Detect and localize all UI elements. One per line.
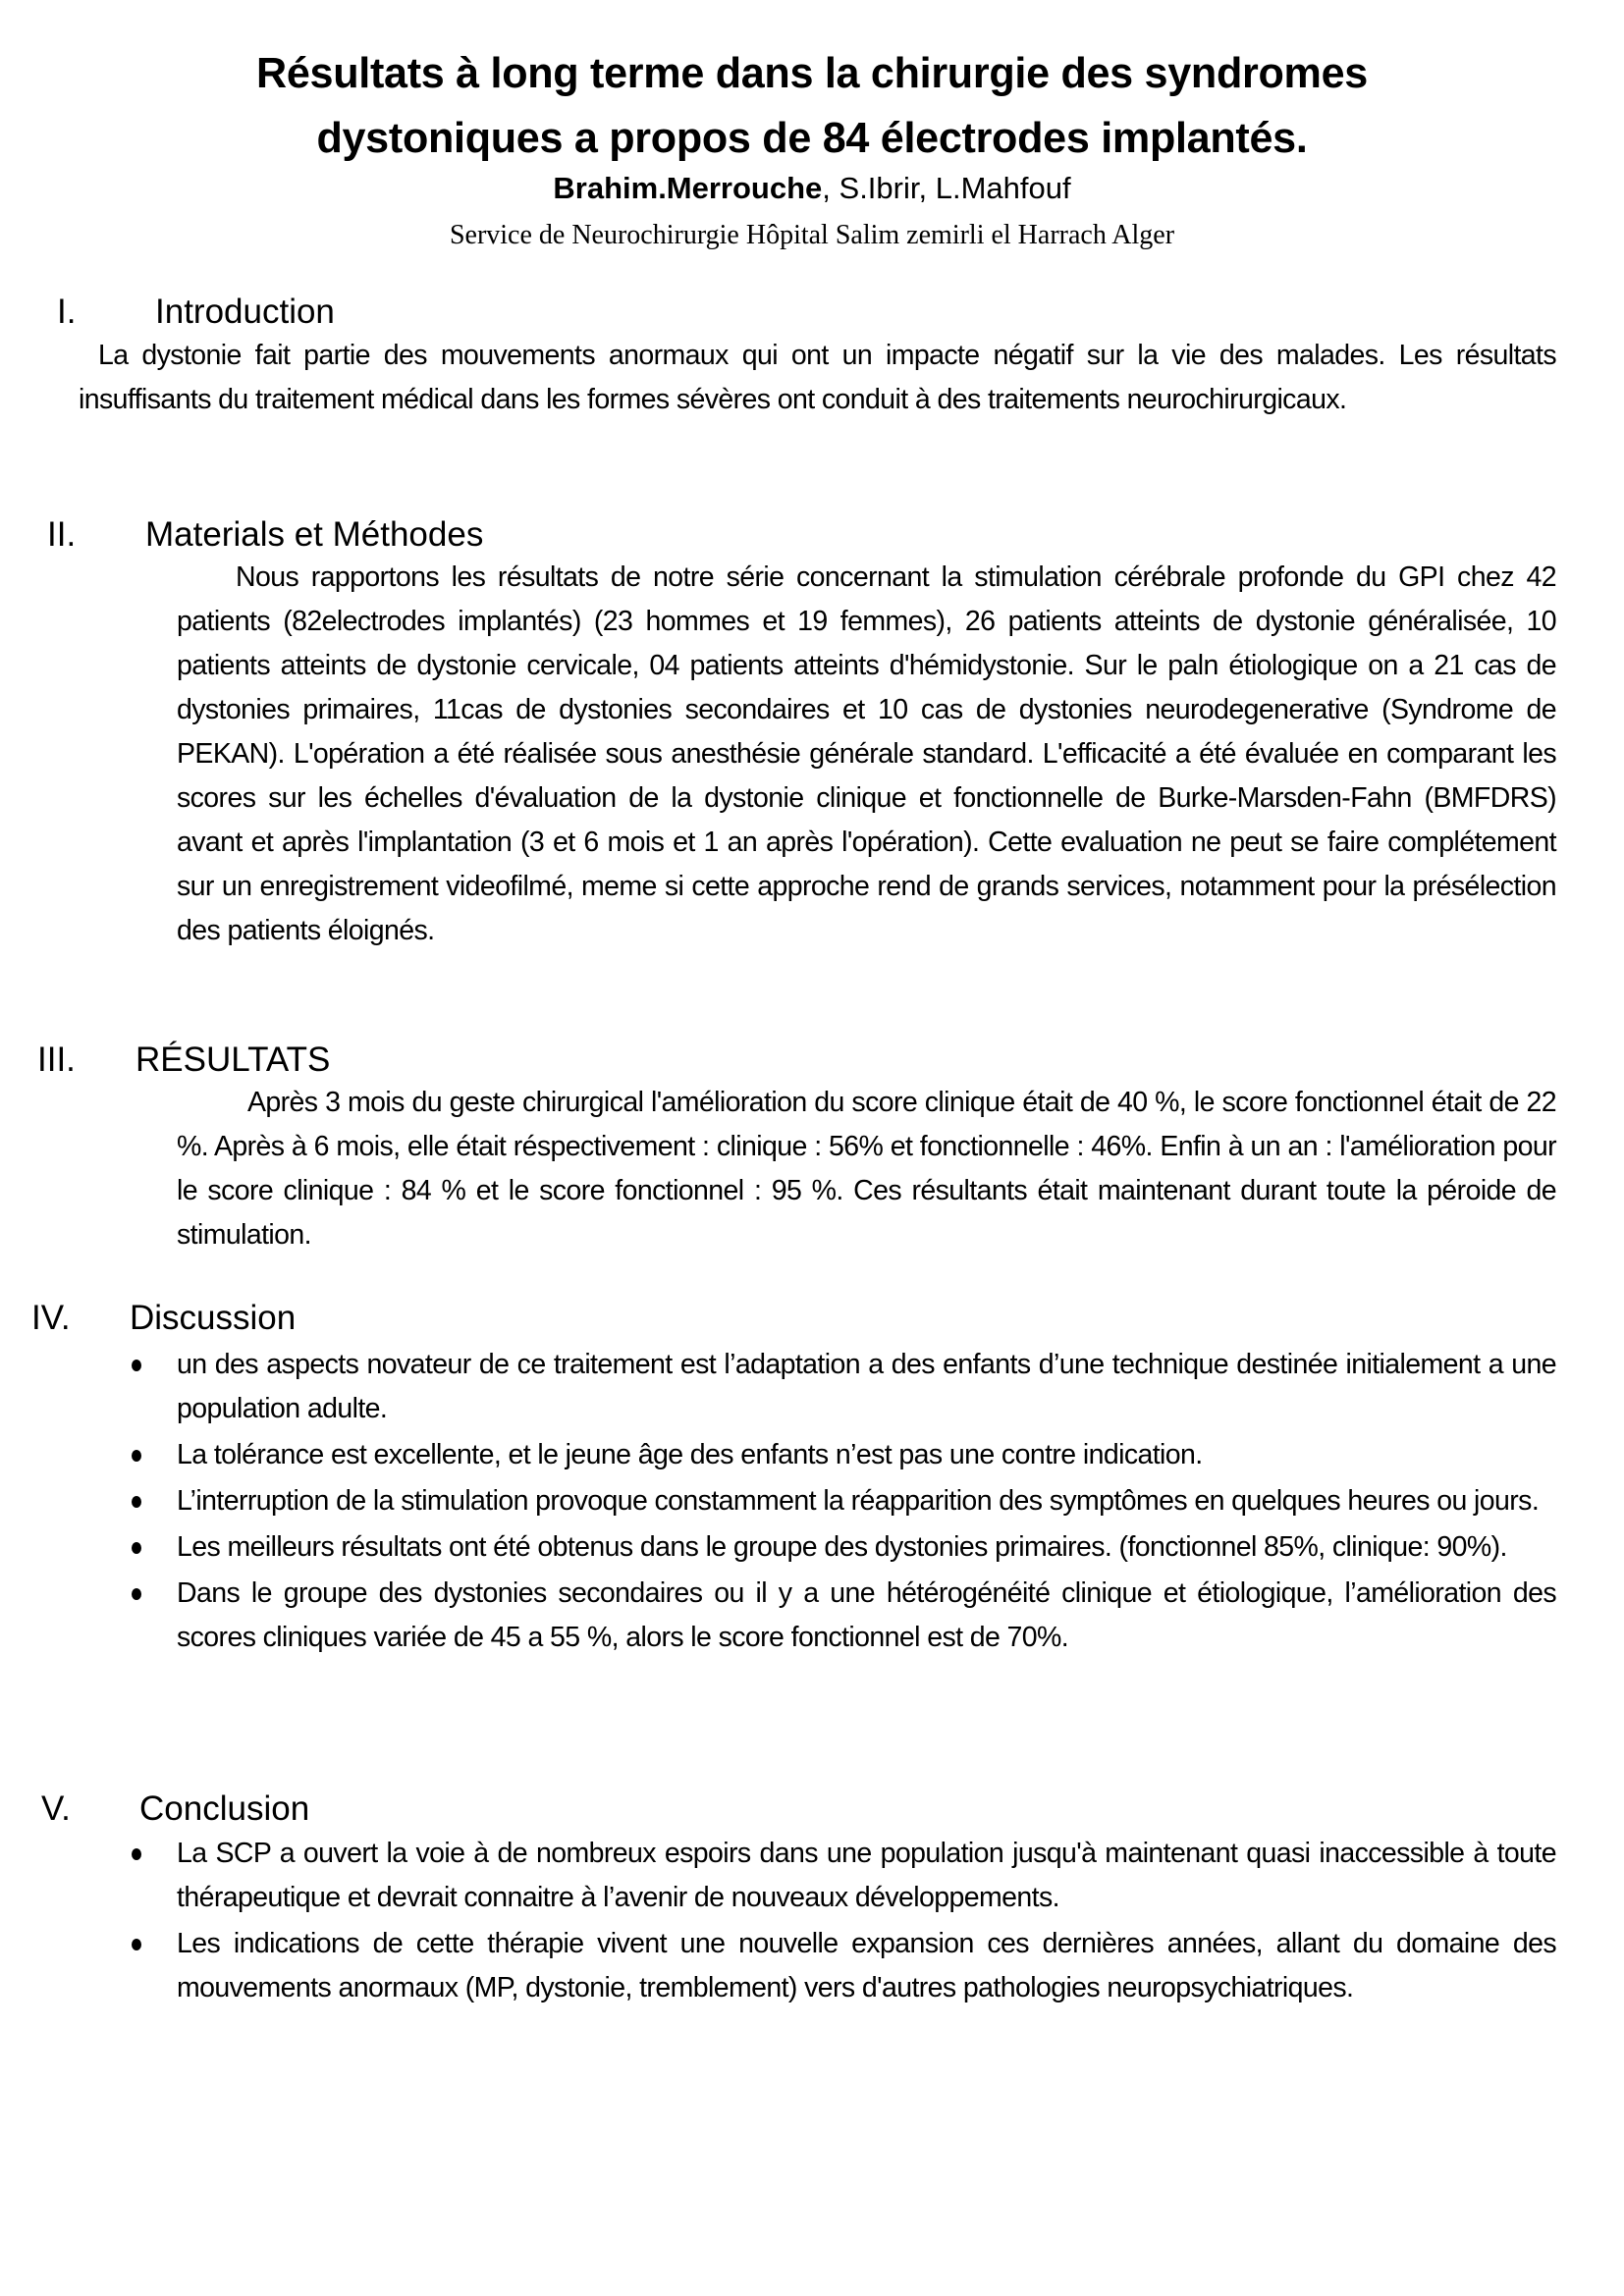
methods-body: [177, 556, 1556, 953]
list-item: La tolérance est excellente, et le jeune âge des enfants n’est pas une contre indication.: [177, 1433, 1556, 1477]
bullet-icon: [132, 1848, 141, 1860]
title-line-1: Résultats à long terme dans la chirurgie des syndromes: [256, 49, 1368, 97]
section-title: Discussion: [130, 1299, 297, 1337]
section-number: II.: [47, 515, 77, 554]
section-title: Materials et Méthodes: [145, 515, 484, 554]
document-title: [17, 41, 1608, 171]
list-item: Les indications de cette thérapie vivent une nouvelle expansion ces dernières années, allant du domaine des mouvements anormaux (MP, dystonie, tremblement) vers d'autres pathologies neuropsychiatriques.: [177, 1922, 1556, 2010]
bullet-icon: [132, 1360, 141, 1371]
bullet-icon: [132, 1939, 141, 1950]
list-item: L’interruption de la stimulation provoque constamment la réapparition des symptômes en quelques heures ou jours.: [177, 1479, 1556, 1523]
paragraph: La dystonie fait partie des mouvements anormaux qui ont un impacte négatif sur la vie des malades. Les résultats insuffisants du traitement médical dans les formes sévères ont conduit à des traitements neurochirurgicaux.: [79, 340, 1556, 415]
author-main: Brahim.Merrouche: [553, 171, 823, 205]
section-number: V.: [41, 1789, 71, 1828]
results-body: [177, 1081, 1556, 1257]
bullet-icon: [132, 1542, 141, 1554]
section-title: RÉSULTATS: [135, 1041, 331, 1079]
affiliation: Service de Neurochirurgie Hôpital Salim zemirli el Harrach Alger: [449, 220, 1175, 250]
title-line-2: dystoniques a propos de 84 électrodes implantés.: [316, 114, 1308, 162]
discussion-list: [177, 1343, 1556, 1662]
list-item: un des aspects novateur de ce traitement est l’adaptation a des enfants d’une technique destinée initialement a une population adulte.: [177, 1343, 1556, 1431]
paragraph: Après 3 mois du geste chirurgical l'amélioration du score clinique était de 40 %, le score fonctionnel était de 22 %. Après à 6 mois, elle était réspectivement : clinique : 56% et fonctionnelle : 46%. Enfin à un an : l'amélioration pour le score clinique : 84 % et le score fonctionnel : 95 %. Ces résultants était maintenant durant toute la péroide de stimulation.: [177, 1087, 1556, 1251]
authors: [0, 169, 1624, 208]
bullet-icon: [132, 1496, 141, 1508]
conclusion-list: [177, 1832, 1556, 2012]
list-item: Les meilleurs résultats ont été obtenus dans le groupe des dystonies primaires. (fonctionnel 85%, clinique: 90%).: [177, 1525, 1556, 1570]
section-heading-conclusion: [41, 1788, 310, 1831]
list-item: Dans le groupe des dystonies secondaires ou il y a une hétérogénéité clinique et étiologique, l’amélioration des scores cliniques variée de 45 a 55 %, alors le score fonctionnel est de 70%.: [177, 1572, 1556, 1660]
paragraph: Nous rapportons les résultats de notre série concernant la stimulation cérébrale profonde du GPI chez 42 patients (82electrodes implantés) (23 hommes et 19 femmes), 26 patients atteints de dystonie généralisée, 10 patients atteints de dystonie cervicale, 04 patients atteints d'hémidystonie. Sur le paln étiologique on a 21 cas de dystonies primaires, 11cas de dystonies secondaires et 10 cas de dystonies neurodegenerative (Syndrome de PEKAN). L'opération a été réalisée sous anesthésie générale standard. L'efficacité a été évaluée en comparant les scores sur les échelles d'évaluation de la dystonie clinique et fonctionnelle de Burke-Marsden-Fahn (BMFDRS) avant et après l'implantation (3 et 6 mois et 1 an après l'opération). Cette evaluation ne peut se faire complétement sur un enregistrement videofilmé, meme si cette approche rend de grands services, notamment pour la présélection des patients éloignés.: [177, 561, 1556, 946]
list-item: La SCP a ouvert la voie à de nombreux espoirs dans une population jusqu'à maintenant quasi inaccessible à toute thérapeutique et devrait connaitre à l’avenir de nouveaux développements.: [177, 1832, 1556, 1920]
section-heading-results: [37, 1039, 331, 1082]
author-others: , S.Ibrir, L.Mahfouf: [822, 171, 1071, 205]
section-heading-introduction: [57, 291, 335, 334]
section-title: Introduction: [155, 293, 335, 331]
section-number: I.: [57, 293, 77, 331]
bullet-icon: [132, 1450, 141, 1462]
section-heading-discussion: [31, 1297, 297, 1340]
bullet-icon: [132, 1588, 141, 1600]
section-heading-methods: [47, 513, 484, 557]
section-number: III.: [37, 1041, 76, 1079]
section-title: Conclusion: [139, 1789, 310, 1828]
section-number: IV.: [31, 1299, 71, 1337]
introduction-body: [79, 334, 1556, 422]
